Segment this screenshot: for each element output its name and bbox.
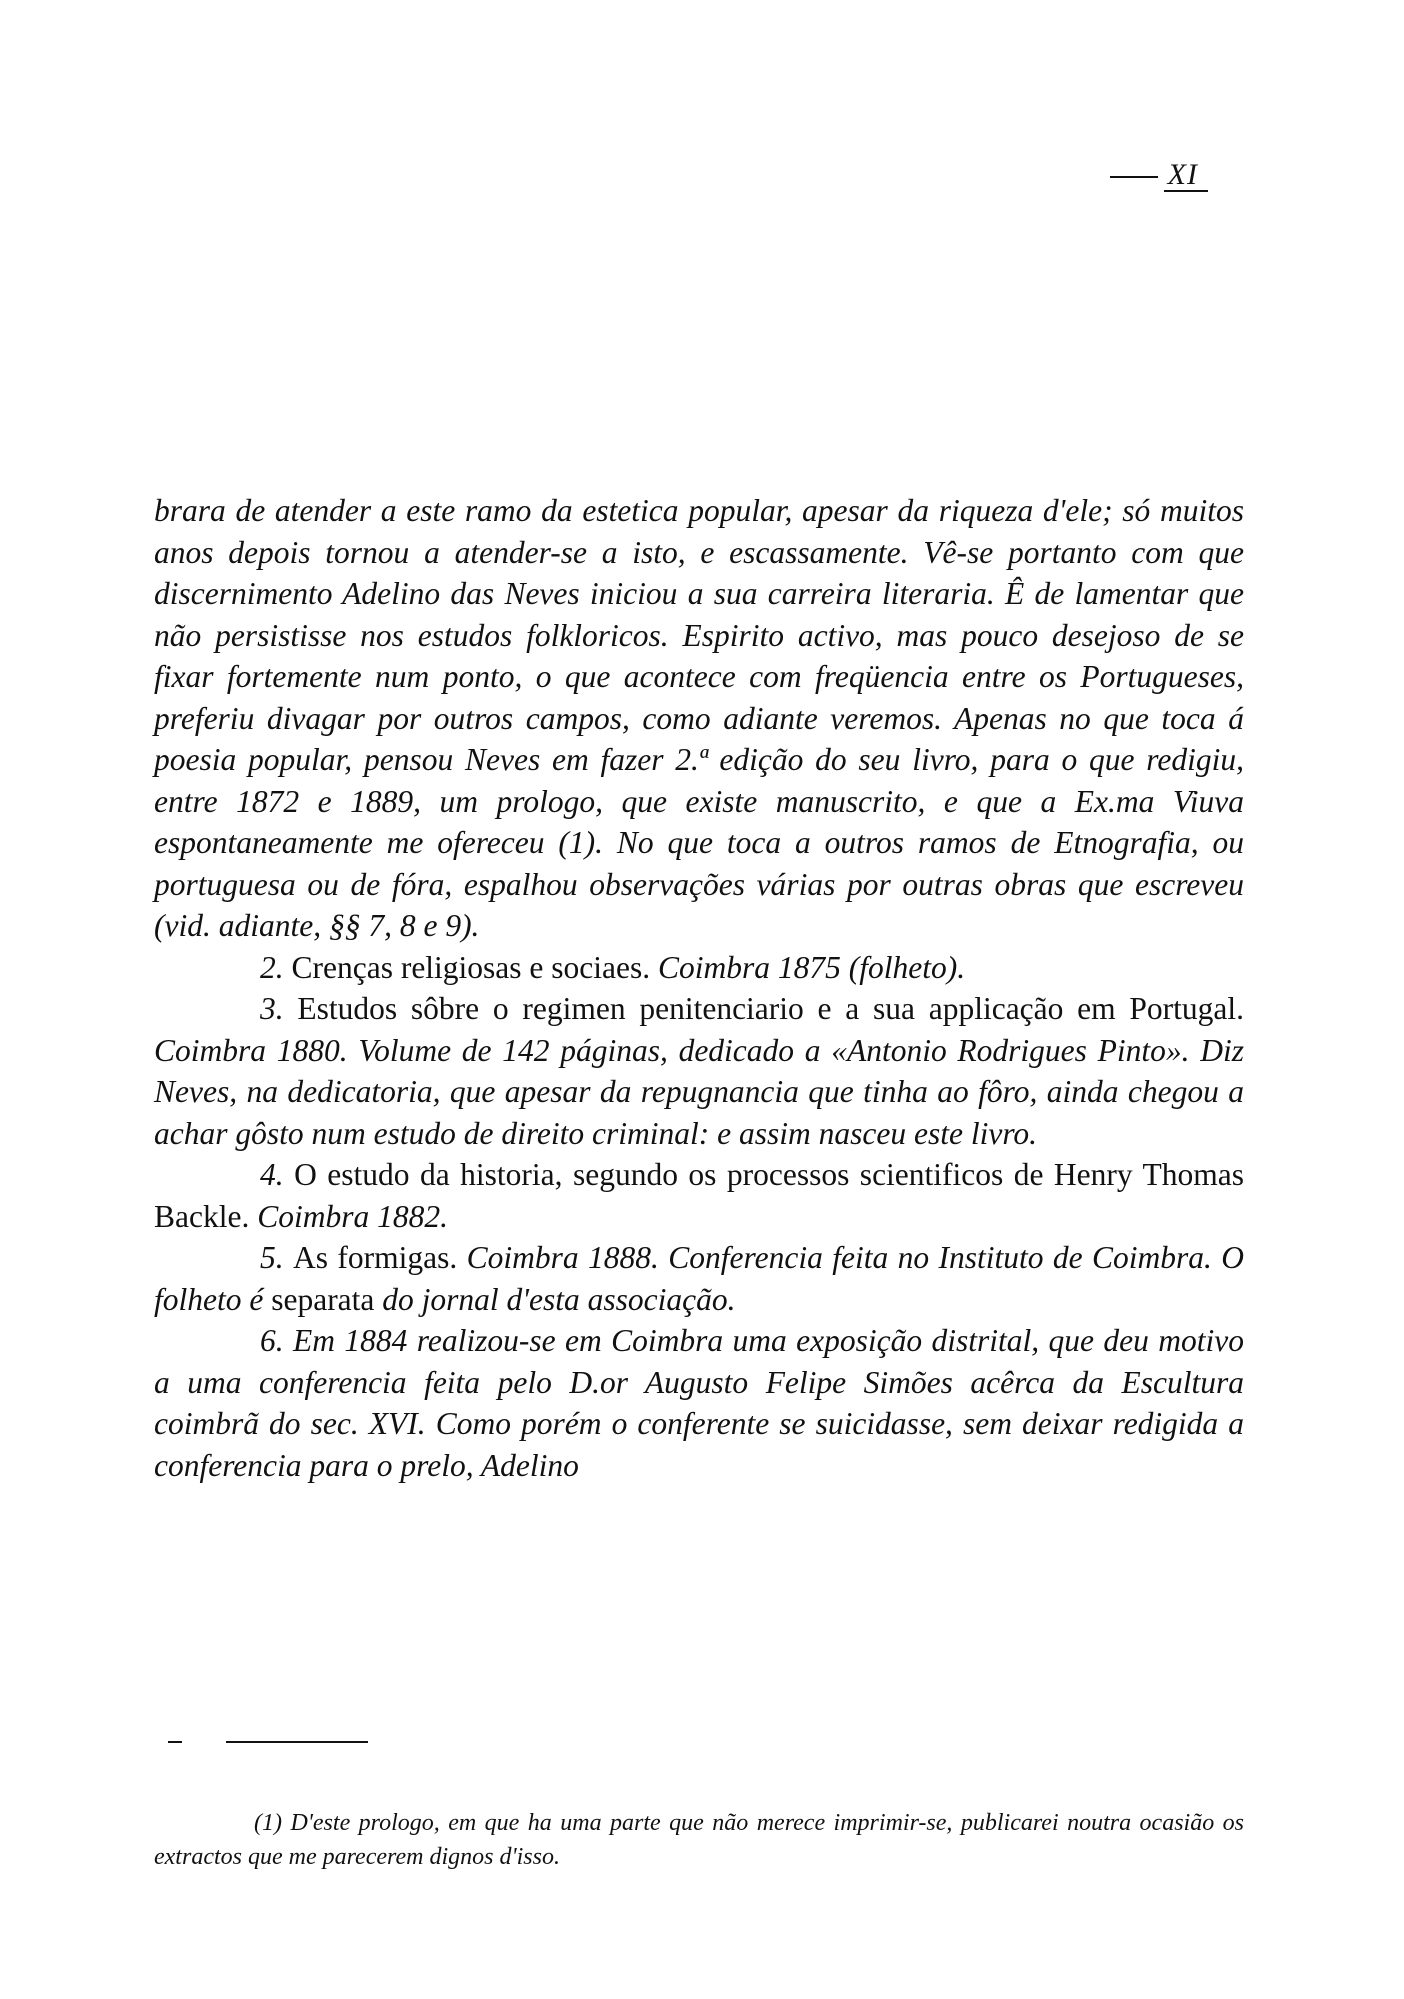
body-text [154,490,1244,1486]
page-number-text: XI [1164,160,1208,192]
text-run: 6. Em 1884 realizou-se em Coimbra uma exposição distrital, que deu motivo a uma conferencia feita pelo D.or Augusto Felipe Simões acêrca da Escultura coimbrã do sec. XVI. Como porém o conferente se suicidasse, sem deixar redigida a conferencia para o prelo, Adelino [154,1323,1244,1483]
text-run: As formigas. [293,1240,467,1275]
text-run: do jornal d'esta associação. [382,1281,736,1317]
text-run: 2. [260,949,292,985]
text-run: brara de atender a este ramo da estetica popular, apesar da riqueza d'ele; só muitos anos depois tornou a atender-se a isto, e escassamente. Vê-se portanto com que discernimento Adelino das Neves iniciou a sua carreira literaria. Ê de lamentar que não persistisse nos estudos folkloricos. Espirito activo, mas pouco desejoso de se fixar fortemente num ponto, o que acontece com freqüencia entre os Portugueses, preferiu divagar por outros campos, como adiante veremos. Apenas no que toca á poesia popular, pensou Neves em fazer 2.ª edição do seu livro, para o que redigiu, entre 1872 e 1889, um prologo, que existe manuscrito, e que a Ex.ma Viuva espontaneamente me ofereceu (1). No que toca a outros ramos de Etnografia, ou portuguesa ou de fóra, espalhou observações várias por outras obras que escreveu (vid. adiante, §§ 7, 8 e 9). [154,493,1244,943]
footnote-separator-short [168,1741,182,1743]
paragraph-intro [154,490,1244,947]
list-item-3 [154,988,1244,1154]
page-number [1098,158,1208,192]
text-run: 3. [260,991,298,1026]
text-run: Coimbra 1882. [257,1198,448,1234]
text-run: separata [271,1281,383,1317]
footnote-separator-long [226,1741,368,1743]
text-run: Coimbra 1880. Volume de 142 páginas, dedicado a «Antonio Rodrigues Pinto». Diz Neves, na dedicatoria, que apesar da repugnancia que tinha ao fôro, ainda chegou a achar gôsto num estudo de direito criminal: e assim nasceu este livro. [154,1032,1244,1151]
list-item-4 [154,1154,1244,1237]
list-item-6 [154,1320,1244,1486]
text-run: 5. [260,1240,294,1275]
page-number-dash [1110,176,1158,178]
list-item-2 [154,947,1244,989]
list-item-5 [154,1237,1244,1320]
text-run: 4. [260,1157,295,1192]
footnote: (1) D'este prologo, em que ha uma parte que não merece imprimir-se, publicarei noutra ocasião os extractos que me parecerem dignos d'isso. [154,1810,1244,1870]
text-run: Coimbra 1875 (folheto). [658,949,966,985]
text-run: Estudos sôbre o regimen penitenciario e a sua applicação em Portugal. [297,991,1244,1026]
text-run: O estudo da historia, segundo os processos scientificos de Henry Thomas Backle. [154,1157,1244,1234]
text-run: Crenças religiosas e sociaes. [291,949,658,985]
text-run: Coimbra 1888. Conferencia feita no Instituto de Coimbra. O folheto é [154,1240,1245,1317]
